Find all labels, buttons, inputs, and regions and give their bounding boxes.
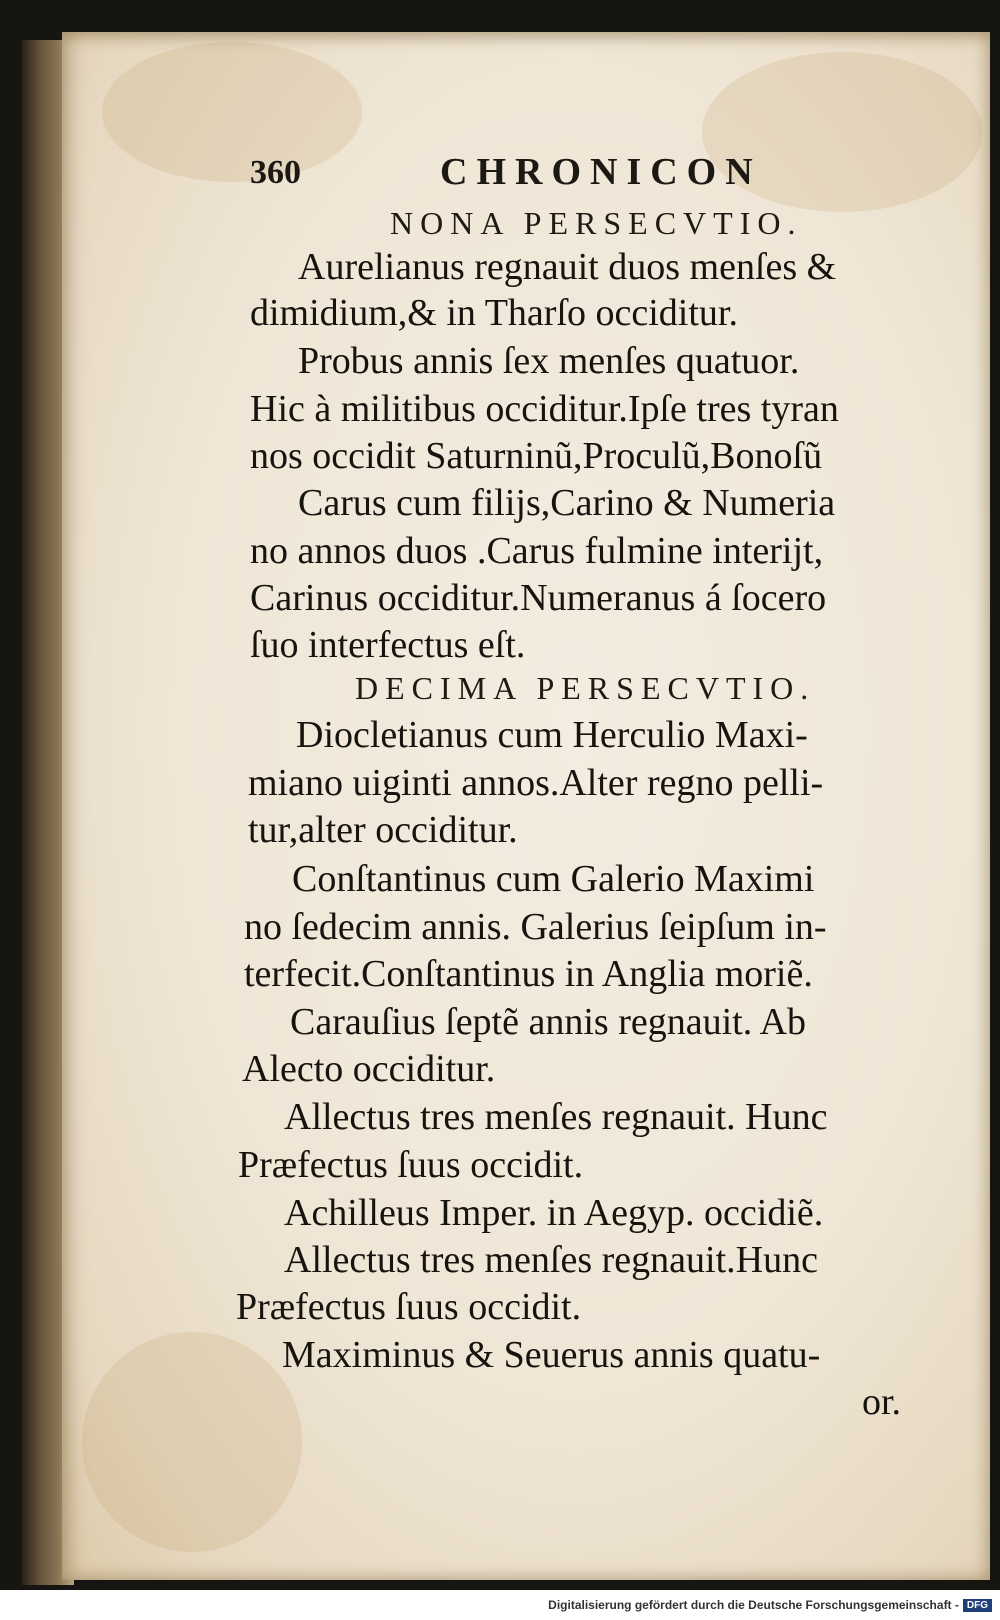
text-line: Allectus tres menſes regnauit.Hunc xyxy=(284,1239,818,1281)
footer-credit xyxy=(548,1598,992,1612)
text-line: nos occidit Saturninũ,Proculũ,Bonoſũ xyxy=(250,435,823,477)
text-line: terfecit.Conſtantinus in Anglia moriẽ. xyxy=(244,953,813,995)
text-line: Allectus tres menſes regnauit. Hunc xyxy=(284,1096,828,1138)
paper-stain xyxy=(82,1332,302,1552)
page-header xyxy=(250,150,1000,198)
dfg-logo: DFG xyxy=(963,1599,992,1612)
text-line: Diocletianus cum Herculio Maxi- xyxy=(296,714,808,756)
text-line: Maximinus & Seuerus annis quatu- xyxy=(282,1334,821,1376)
text-line: Carus cum filijs,Carino & Numeria xyxy=(298,482,836,524)
funding-credit: Digitalisierung gefördert durch die Deutsche Forschungsgemeinschaft - xyxy=(548,1598,959,1612)
text-line: no annos duos .Carus fulmine interijt, xyxy=(250,530,824,572)
text-line: Præfectus ſuus occidit. xyxy=(238,1144,584,1186)
text-line: Alecto occiditur. xyxy=(242,1048,496,1090)
text-line: Conſtantinus cum Galerio Maximi xyxy=(292,858,815,900)
section-heading: DECIMA PERSECVTIO. xyxy=(355,670,816,706)
text-line: no ſedecim annis. Galerius ſeipſum in- xyxy=(244,906,827,948)
text-line: Carauſius ſeptẽ annis regnauit. Ab xyxy=(290,1001,807,1043)
text-line: Carinus occiditur.Numeranus á ſocero xyxy=(250,577,827,619)
text-line: miano uiginti annos.Alter regno pelli- xyxy=(248,762,824,804)
running-title: CHRONICON xyxy=(440,151,762,193)
text-line: Probus annis ſex menſes quatuor. xyxy=(298,340,800,382)
page-number: 360 xyxy=(250,154,301,191)
text-line: Præfectus ſuus occidit. xyxy=(236,1286,582,1328)
text-line: Hic à militibus occiditur.Ipſe tres tyran xyxy=(250,388,839,430)
text-line: Aurelianus regnauit duos menſes & xyxy=(298,246,837,288)
text-line: Achilleus Imper. in Aegyp. occidiẽ. xyxy=(284,1192,824,1234)
text-line: or. xyxy=(862,1381,902,1423)
text-line: tur,alter occiditur. xyxy=(248,809,518,851)
section-heading: NONA PERSECVTIO. xyxy=(390,205,803,241)
text-line: dimidium,& in Tharſo occiditur. xyxy=(250,292,738,334)
text-line: ſuo interfectus eſt. xyxy=(250,624,526,666)
